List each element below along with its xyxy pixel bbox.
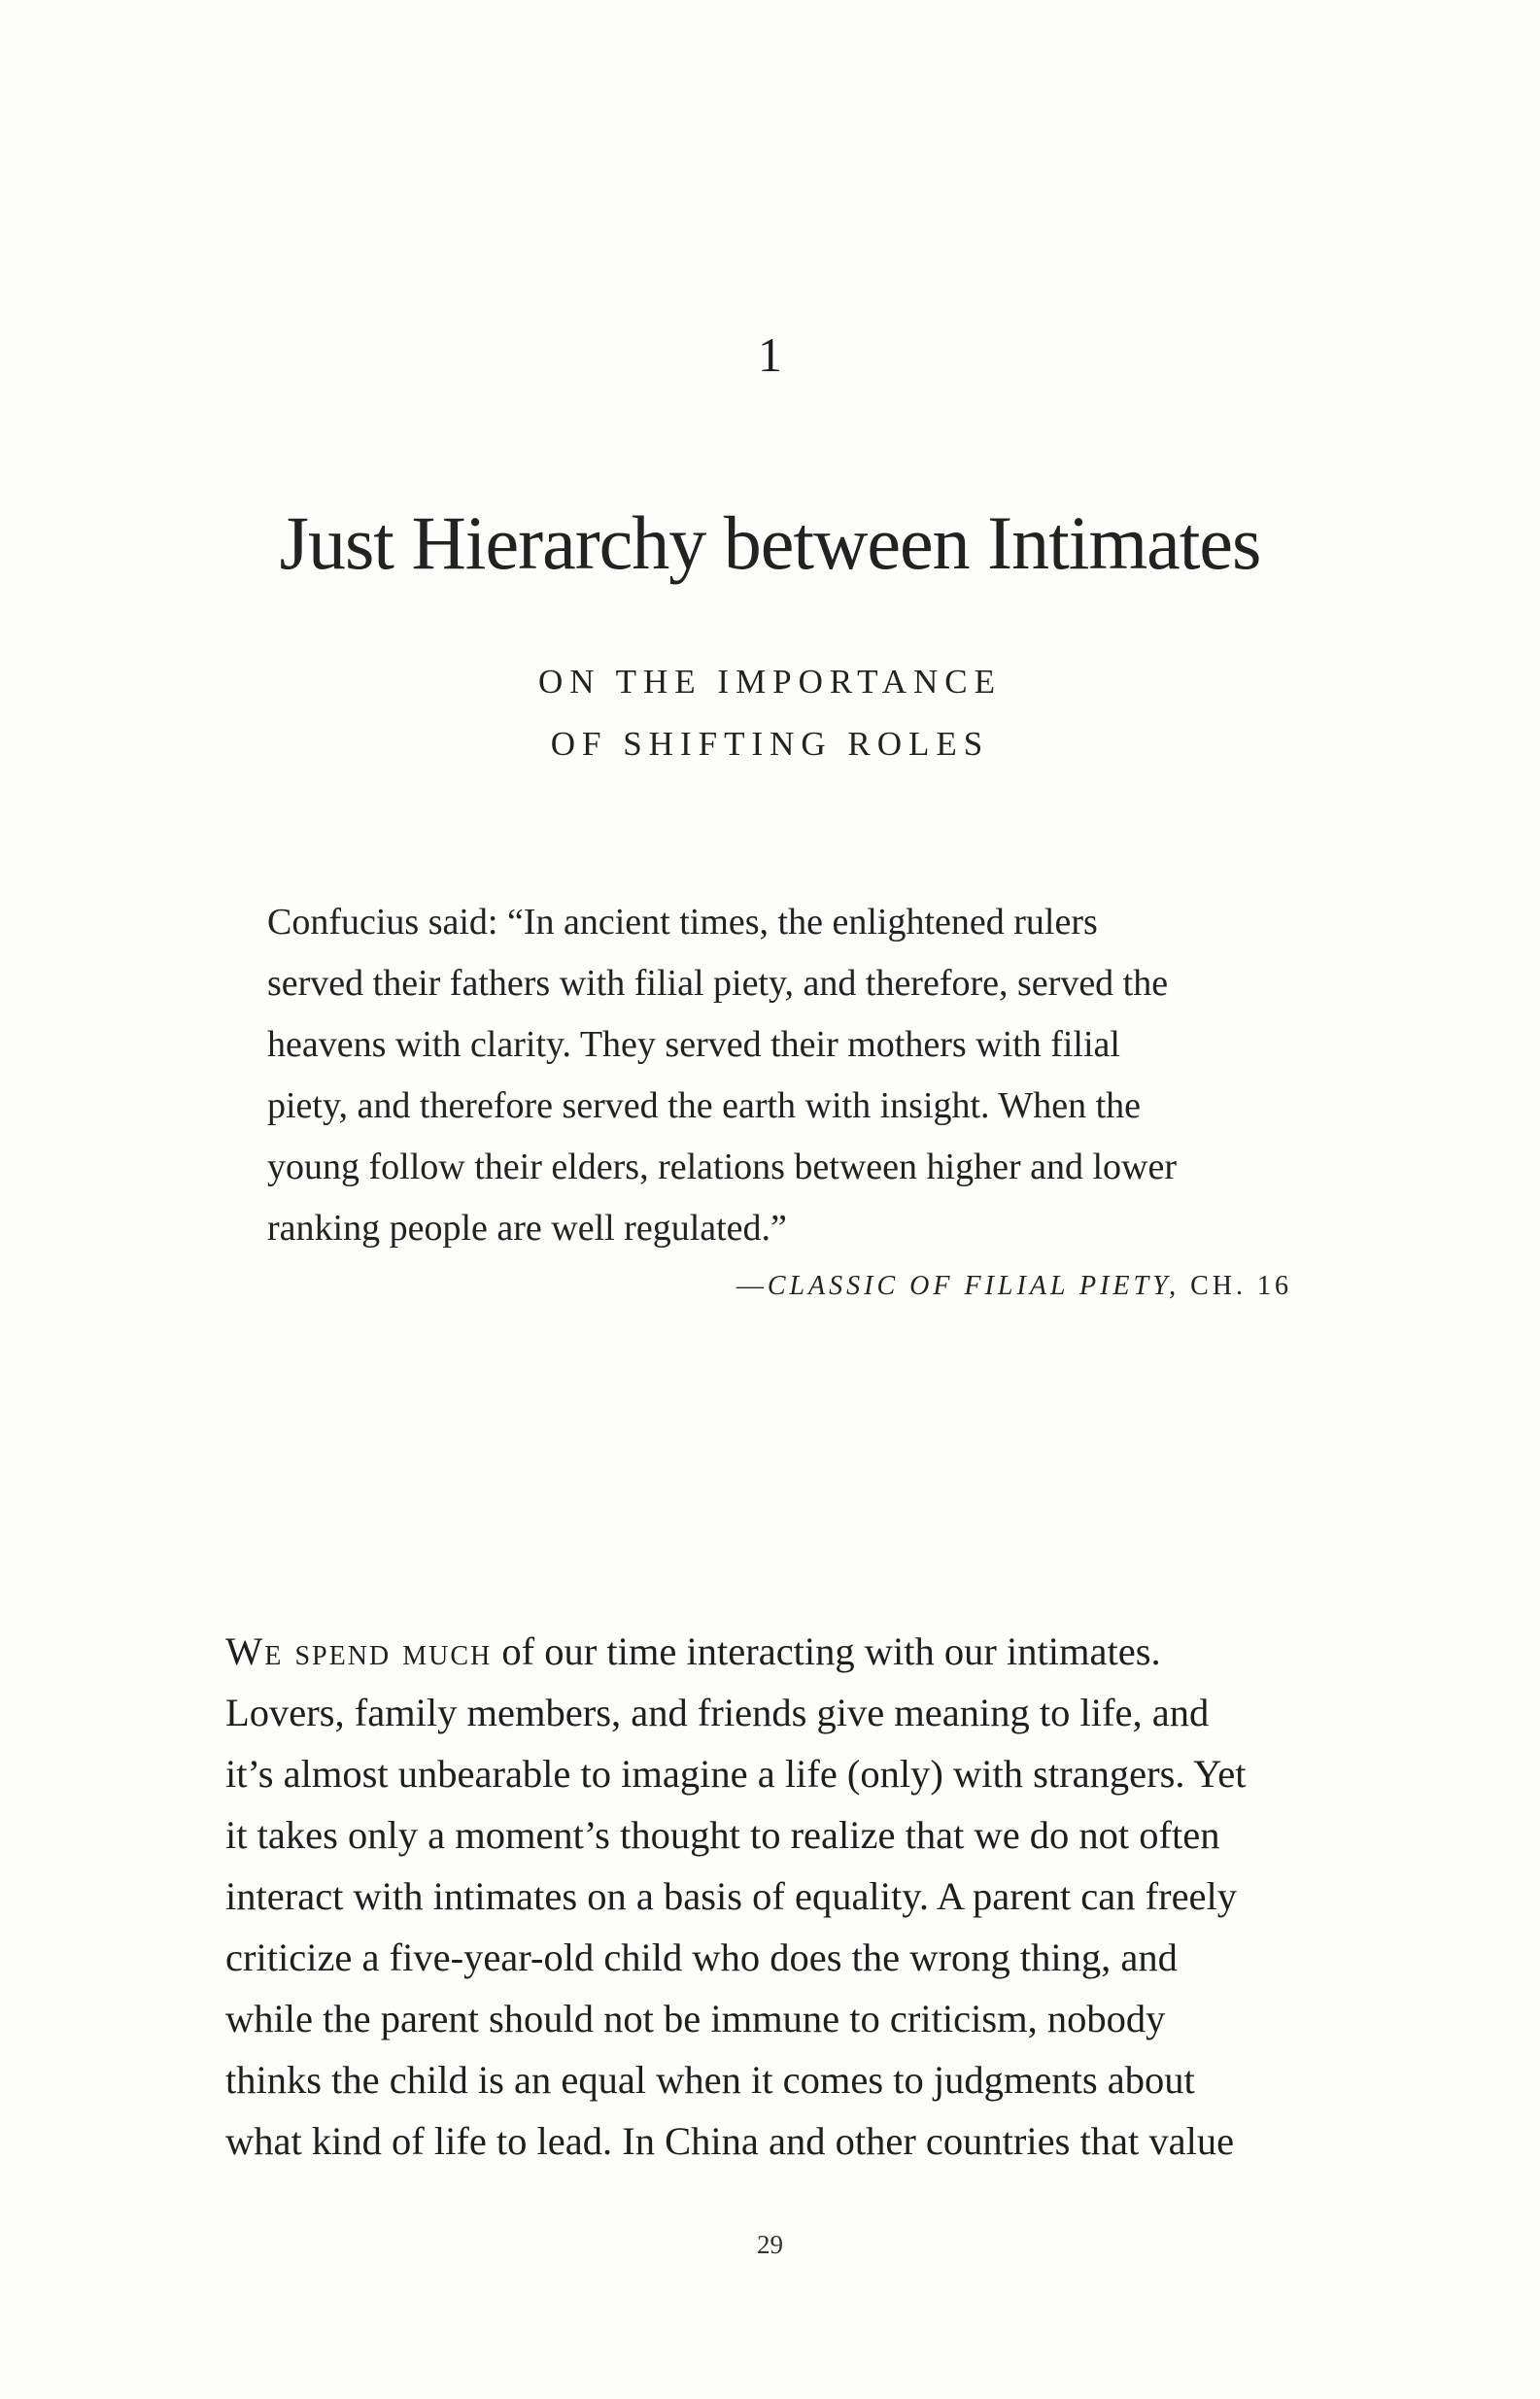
body-line [225,1621,1352,1682]
body-line: while the parent should not be immune to criticism, nobody [225,1997,1166,2040]
epigraph-line: young follow their elders, relations between higher and lower [267,1147,1177,1187]
chapter-title: Just Hierarchy between Intimates [279,500,1261,585]
epigraph-line: served their fathers with filial piety, and therefore, served the [267,963,1169,1004]
page-number: 29 [757,2230,783,2259]
body-text [225,1621,1352,2172]
body-line: criticize a five-year-old child who does the wrong thing, and [225,1936,1178,1979]
chapter-number: 1 [758,327,782,382]
chapter-subtitle [0,651,1540,775]
first-line-rest: of our time interacting with our intimates. [492,1629,1161,1673]
subtitle-line: OF SHIFTING ROLES [550,725,990,763]
body-line: thinks the child is an equal when it comes to judgments about [225,2058,1195,2102]
attribution-dash: — [736,1271,768,1301]
epigraph-attribution [525,1271,1292,1302]
epigraph-line: ranking people are well regulated.” [267,1208,787,1249]
epigraph-quote [267,892,1297,1259]
attribution-chapter: CH. 16 [1180,1271,1292,1301]
opening-smallcaps: We spend much [225,1629,493,1673]
epigraph-line: piety, and therefore served the earth with insight. When the [267,1085,1142,1126]
body-line: it takes only a moment’s thought to realize that we do not often [225,1813,1220,1857]
attribution-work: CLASSIC OF FILIAL PIETY, [767,1271,1181,1301]
body-line: Lovers, family members, and friends give meaning to life, and [225,1691,1210,1734]
body-line: what kind of life to lead. In China and other countries that value [225,2119,1235,2163]
epigraph-line: Confucius said: “In ancient times, the enlightened rulers [267,902,1098,942]
subtitle-line: ON THE IMPORTANCE [537,663,1003,701]
epigraph-line: heavens with clarity. They served their mothers with filial [267,1024,1120,1065]
body-line: interact with intimates on a basis of equality. A parent can freely [225,1874,1238,1918]
body-line: it’s almost unbearable to imagine a life (only) with strangers. Yet [225,1752,1247,1796]
